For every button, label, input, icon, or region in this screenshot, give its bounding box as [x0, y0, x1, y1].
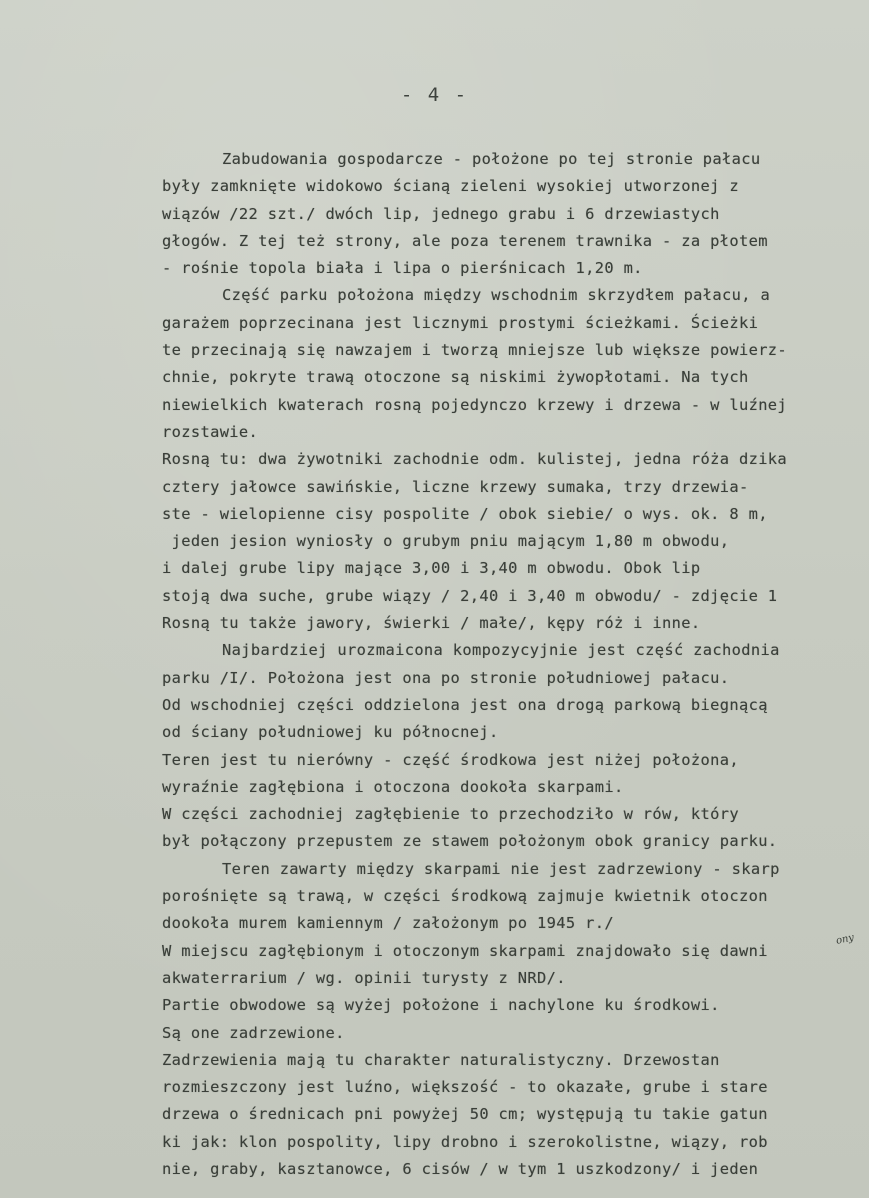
text-line: chnie, pokryte trawą otoczone są niskimi żywopłotami. Na tych [162, 368, 749, 387]
text-line: W miejscu zagłębionym i otoczonym skarpami znajdowało się dawni [162, 941, 768, 960]
text-line: Teren jest tu nierówny - część środkowa jest niżej położona, [162, 750, 739, 769]
text-line: wiązów /22 szt./ dwóch lip, jednego grabu i 6 drzewiastych [162, 204, 720, 223]
text-line: Są one zadrzewione. [162, 1023, 345, 1042]
text-line: Zadrzewienia mają tu charakter naturalistyczny. Drzewostan [162, 1050, 720, 1069]
text-line: były zamknięte widokowo ścianą zieleni wysokiej utworzonej z [162, 177, 739, 196]
text-line: rozstawie. [162, 422, 259, 441]
text-line: niewielkich kwaterach rosną pojedynczo krzewy i drzewa - w luźnej [162, 395, 788, 414]
text-line: Teren zawarty między skarpami nie jest zadrzewiony - skarp [222, 859, 780, 878]
text-line: drzewa o średnicach pni powyżej 50 cm; występują tu takie gatun [162, 1105, 768, 1124]
text-line: Część parku położona między wschodnim skrzydłem pałacu, a [222, 286, 771, 305]
text-line: Partie obwodowe są wyżej położone i nachylone ku środkowi. [162, 996, 720, 1015]
text-line: Rosną tu także jawory, świerki / małe/, kępy róż i inne. [162, 614, 701, 633]
page-number: - 4 - [400, 84, 469, 106]
text-line: porośnięte są trawą, w części środkową zajmuje kwietnik otoczon [162, 887, 768, 906]
text-line: Zabudowania gospodarcze - położone po tej stronie pałacu [222, 150, 761, 168]
text-line: był połączony przepustem ze stawem położonym obok granicy parku. [162, 832, 778, 851]
text-line: Najbardziej urozmaicona kompozycyjnie jest część zachodnia [222, 641, 780, 660]
text-line: jeden jesion wyniosły o grubym pniu mającym 1,80 m obwodu, [162, 532, 730, 551]
text-line: rozmieszczony jest luźno, większość - to okazałe, grube i stare [162, 1078, 768, 1097]
text-line: dookoła murem kamiennym / założonym po 1945 r./ [162, 914, 614, 933]
text-line: nie, graby, kasztanowce, 6 cisów / w tym 1 uszkodzony/ i jeden [162, 1159, 759, 1178]
text-line: te przecinają się nawzajem i tworzą mniejsze lub większe powierz- [162, 341, 788, 360]
margin-note: ony [835, 932, 856, 947]
text-line: Rosną tu: dwa żywotniki zachodnie odm. kulistej, jedna róża dzika [162, 450, 788, 469]
text-line: głogów. Z tej też strony, ale poza terenem trawnika - za płotem [162, 231, 768, 250]
text-line: stoją dwa suche, grube wiązy / 2,40 i 3,40 m obwodu/ - zdjęcie 1 [162, 586, 778, 605]
body-text [162, 146, 862, 1183]
text-line: parku /I/. Położona jest ona po stronie południowej pałacu. [162, 668, 730, 687]
text-line: garażem poprzecinana jest licznymi prostymi ścieżkami. Ścieżki [162, 313, 759, 332]
text-line: - rośnie topola biała i lipa o pierśnicach 1,20 m. [162, 259, 643, 278]
text-line: Od wschodniej części oddzielona jest ona drogą parkową biegnącą [162, 695, 768, 714]
text-line: wyraźnie zagłębiona i otoczona dookoła skarpami. [162, 777, 624, 796]
text-line: cztery jałowce sawińskie, liczne krzewy sumaka, trzy drzewia- [162, 477, 749, 496]
text-line: od ściany południowej ku północnej. [162, 723, 499, 742]
text-line: ste - wielopienne cisy pospolite / obok siebie/ o wys. ok. 8 m, [162, 504, 768, 523]
text-line: akwaterrarium / wg. opinii turysty z NRD/. [162, 968, 566, 987]
text-line: i dalej grube lipy mające 3,00 i 3,40 m obwodu. Obok lip [162, 559, 701, 578]
text-line: W części zachodniej zagłębienie to przechodziło w rów, który [162, 805, 739, 824]
text-line: ki jak: klon pospolity, lipy drobno i szerokolistne, wiązy, rob [162, 1132, 768, 1151]
